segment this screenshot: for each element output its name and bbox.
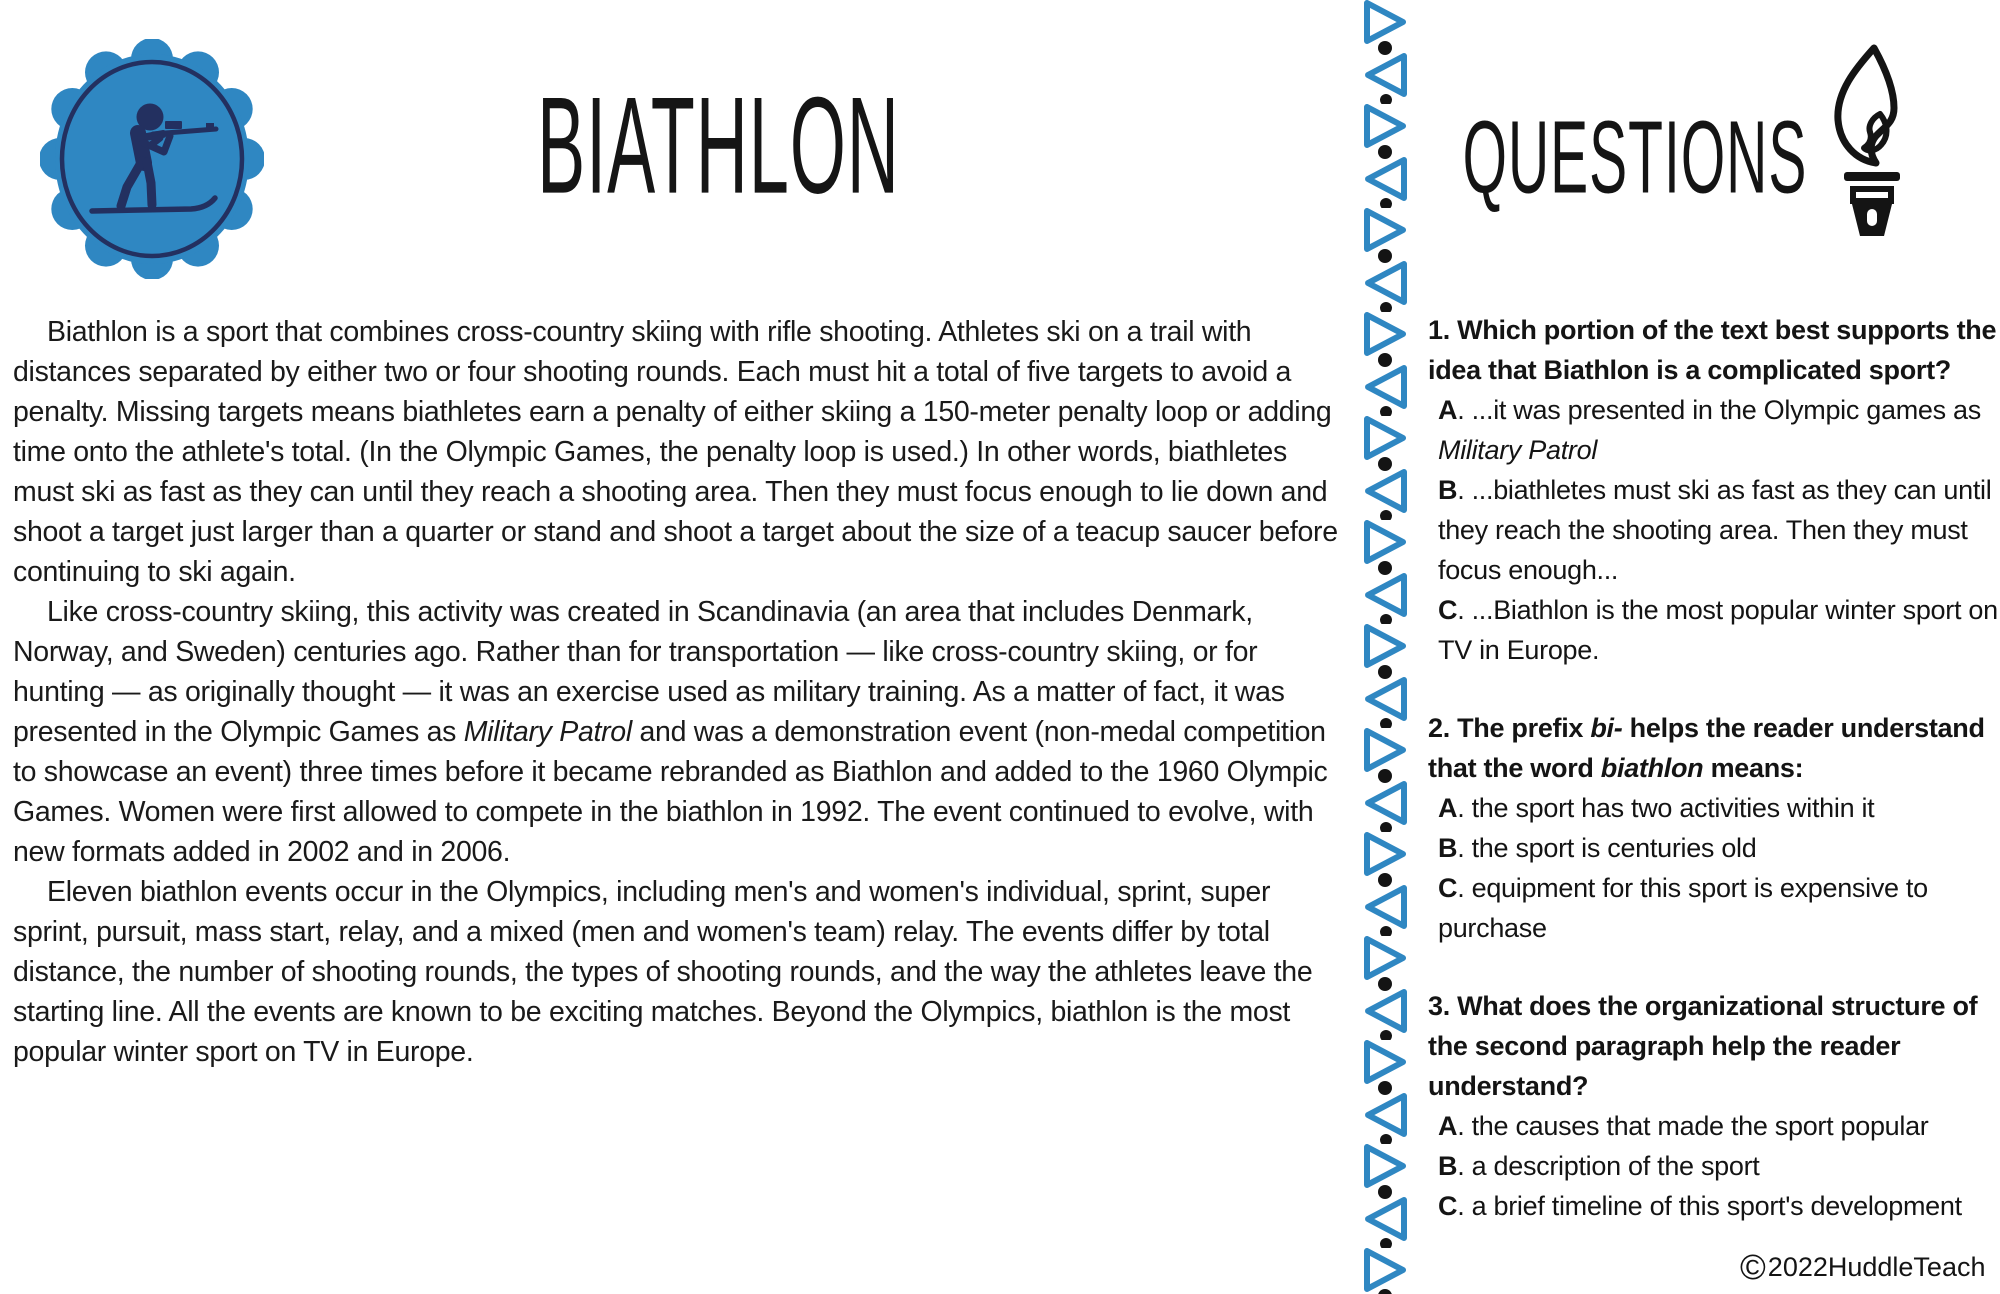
- question-1: [1428, 310, 2000, 670]
- credit-text: 2022HuddleTeach: [1767, 1252, 1986, 1282]
- option-letter: B: [1438, 833, 1458, 863]
- copyright-icon: ©: [1740, 1248, 1766, 1287]
- reading-passage: [13, 312, 1339, 1072]
- italic-biathlon-word: biathlon: [1600, 753, 1704, 783]
- passage-paragraph-1: Biathlon is a sport that combines cross-country skiing with rifle shooting. Athletes ski on a trail with distances separated by either two or four shooting rounds. Each must hit a total of five targets to avoid a penalty. Missing targets means biathletes earn a penalty of either skiing a 150-meter penalty loop or adding time onto the athlete's total. (In the Olympic Games, the penalty loop is used.) In other words, biathletes must ski as fast as they can until they reach a shooting area. Then they must focus enough to lie down and shoot a target just larger than a quarter or stand and shoot a target about the size of a teacup saucer before continuing to ski again.: [13, 316, 1338, 588]
- question-3-header: 3. What does the organizational structure of the second paragraph help the reader understand?: [1428, 991, 1978, 1101]
- question-3-option-b: B. a description of the sport: [1438, 1151, 1760, 1181]
- italic-military-patrol: Military Patrol: [463, 716, 632, 748]
- olympic-torch-icon: [1828, 44, 1916, 236]
- question-1-option-a: A. ...it was presented in the Olympic games as Military Patrol: [1438, 395, 1981, 465]
- italic-bi-prefix: bi-: [1590, 713, 1623, 743]
- question-1-header: 1. Which portion of the text best supports the idea that Biathlon is a complicated sport?: [1428, 315, 1997, 385]
- question-2: [1428, 708, 2000, 948]
- question-3-option-c: C. a brief timeline of this sport's development: [1438, 1191, 1962, 1221]
- questions-list: [1428, 310, 2000, 1264]
- question-1-option-b: B. ...biathletes must ski as fast as they can until they reach the shooting area. Then they must focus enough...: [1438, 475, 1992, 585]
- questions-title: [1455, 100, 1815, 216]
- option-letter: A: [1438, 1111, 1458, 1141]
- zigzag-triangle-border: [1363, 0, 1408, 1294]
- italic-military-patrol: Military Patrol: [1438, 435, 1598, 465]
- biathlon-badge-icon: [40, 39, 264, 279]
- page-title-text: BIATHLON: [537, 70, 900, 224]
- option-letter: C: [1438, 873, 1458, 903]
- page-title: [0, 70, 1437, 224]
- question-1-option-c: C. ...Biathlon is the most popular winter sport on TV in Europe.: [1438, 595, 1998, 665]
- option-letter: B: [1438, 1151, 1458, 1181]
- option-letter: A: [1438, 395, 1458, 425]
- option-letter: C: [1438, 1191, 1458, 1221]
- option-letter: B: [1438, 475, 1458, 505]
- option-letter: C: [1438, 595, 1458, 625]
- question-2-option-a: A. the sport has two activities within it: [1438, 793, 1875, 823]
- questions-title-text: QUESTIONS: [1462, 100, 1808, 216]
- question-3-option-a: A. the causes that made the sport popular: [1438, 1111, 1929, 1141]
- question-2-option-c: C. equipment for this sport is expensive to purchase: [1438, 873, 1928, 943]
- passage-paragraph-2: Like cross-country skiing, this activity was created in Scandinavia (an area that includes Denmark, Norway, and Sweden) centuries ago. Rather than for transportation — like cross-country skiing, or for hunting — as originally thought — it was an exercise used as military training. As a matter of fact, it was presented in the Olympic Games as Military Patrol and was a demonstration event (non-medal competition to showcase an event) three times before it became rebranded as Biathlon and added to the 1960 Olympic Games. Women were first allowed to compete in the biathlon in 1992. The event continued to evolve, with new formats added in 2002 and in 2006.: [13, 596, 1328, 868]
- option-letter: A: [1438, 793, 1458, 823]
- credit: [1740, 1250, 1985, 1285]
- question-2-header: 2. The prefix bi- helps the reader understand that the word biathlon means:: [1428, 713, 1985, 783]
- question-2-option-b: B. the sport is centuries old: [1438, 833, 1757, 863]
- passage-paragraph-3: Eleven biathlon events occur in the Olympics, including men's and women's individual, sprint, super sprint, pursuit, mass start, relay, and a mixed (men and women's team) relay. The events differ by total distance, the number of shooting rounds, the types of shooting rounds, and the way the athletes leave the starting line. All the events are known to be exciting matches. Beyond the Olympics, biathlon is the most popular winter sport on TV in Europe.: [13, 876, 1313, 1068]
- question-3: [1428, 986, 2000, 1226]
